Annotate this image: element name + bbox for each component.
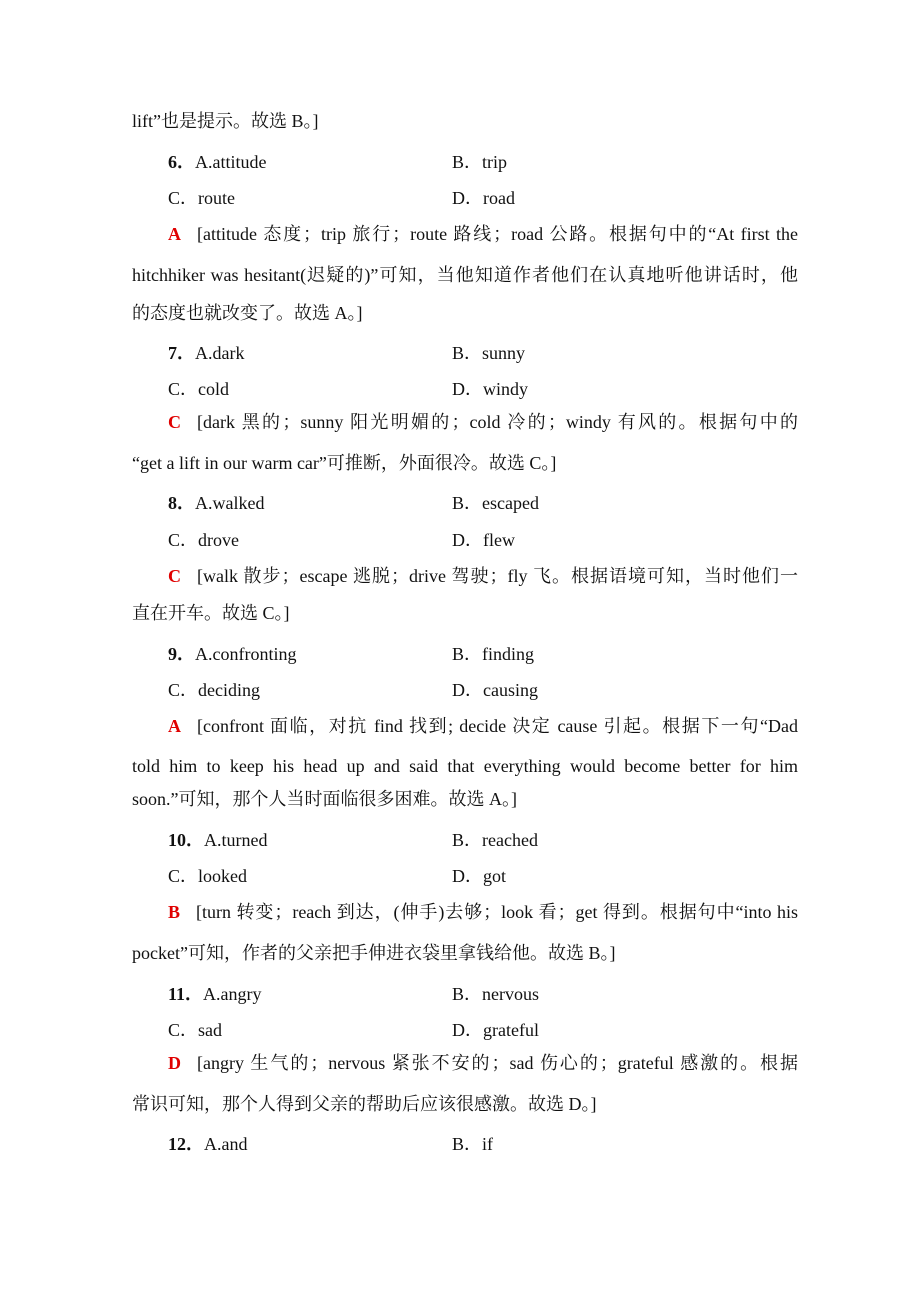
question-6-option-a: [168, 150, 266, 174]
question-number: 12．: [168, 1134, 204, 1154]
answer-letter: A: [168, 224, 181, 244]
question-9-explanation-line: [168, 714, 798, 738]
question-10-option-c: C．looked: [168, 866, 247, 886]
question-number: 11．: [168, 984, 204, 1004]
question-6-option-d: D．road: [452, 188, 515, 208]
question-number: 6．: [168, 152, 195, 172]
question-9-option-b: B．finding: [452, 644, 535, 664]
question-7-option-a: [168, 341, 244, 365]
option-a: A.walked: [195, 493, 265, 513]
question-7-option-c: C．cold: [168, 379, 229, 399]
explanation-text: [confront 面临，对抗 find 找到; decide 决定 cause 引起。根据下一句“Dad: [197, 716, 798, 736]
question-10-option-d: D．got: [452, 866, 506, 886]
explanation-text: [angry 生气的；nervous 紧张不安的；sad 伤心的；grateful 感激的。根据: [197, 1053, 798, 1073]
question-7-option-b: B．sunny: [452, 343, 526, 363]
option-a: A.attitude: [195, 152, 267, 172]
question-7-option-d: D．windy: [452, 379, 528, 399]
question-6-explanation-line: hitchhiker was hesitant(迟疑的)”可知，当他知道作者他们在认真地听他讲话时，他: [132, 265, 798, 285]
question-7-explanation-line: “get a lift in our warm car”可推断，外面很冷。故选 C。]: [132, 453, 557, 473]
explanation-text: [attitude 态度；trip 旅行；route 路线；road 公路。根据句中的“At first the: [197, 224, 798, 244]
question-12-option-b: B．if: [452, 1134, 494, 1154]
question-number: 10．: [168, 830, 204, 850]
answer-letter: B: [168, 902, 181, 922]
question-6-option-b: B．trip: [452, 152, 508, 172]
question-11-option-a: [168, 982, 262, 1006]
explanation-text: [dark 黑的；sunny 阳光明媚的；cold 冷的；windy 有风的。根据句中的: [197, 412, 798, 432]
intro-line: lift”也是提示。故选 B。]: [132, 111, 319, 131]
answer-letter: C: [168, 566, 181, 586]
question-9-option-a: [168, 642, 296, 666]
option-a: A.and: [204, 1134, 248, 1154]
question-7-explanation-line: [168, 410, 798, 434]
question-9-explanation-line: soon.”可知，那个人当时面临很多困难。故选 A。]: [132, 789, 517, 809]
option-a: A.turned: [204, 830, 268, 850]
answer-letter: C: [168, 412, 181, 432]
option-a: A.angry: [203, 984, 262, 1004]
question-11-explanation-line: 常识可知，那个人得到父亲的帮助后应该很感激。故选 D。]: [132, 1094, 597, 1114]
question-8-explanation-line: [168, 564, 798, 588]
question-number: 7．: [168, 343, 195, 363]
explanation-text: [turn 转变；reach 到达，(伸手)去够；look 看；get 得到。根据句中“into his: [196, 902, 798, 922]
question-10-explanation-line: [168, 900, 798, 924]
question-12-option-a: [168, 1132, 248, 1156]
question-number: 9．: [168, 644, 195, 664]
answer-letter: A: [168, 716, 181, 736]
question-6-explanation-line: [168, 222, 798, 246]
question-11-option-c: C．sad: [168, 1020, 222, 1040]
question-11-explanation-line: [168, 1051, 798, 1075]
question-10-option-b: B．reached: [452, 830, 538, 850]
question-8-option-a: [168, 491, 264, 515]
question-10-option-a: [168, 828, 267, 852]
question-8-option-c: C．drove: [168, 530, 239, 550]
option-a: A.confronting: [195, 644, 297, 664]
question-11-option-d: D．grateful: [452, 1020, 539, 1040]
question-9-option-c: C．deciding: [168, 680, 260, 700]
question-10-explanation-line: pocket”可知，作者的父亲把手伸进衣袋里拿钱给他。故选 B。]: [132, 943, 616, 963]
question-6-explanation-line: 的态度也就改变了。故选 A。]: [132, 303, 363, 323]
question-8-option-d: D．flew: [452, 530, 515, 550]
option-a: A.dark: [195, 343, 245, 363]
question-9-explanation-line: told him to keep his head up and said that everything would become better for him: [132, 756, 798, 776]
question-8-explanation-line: 直在开车。故选 C。]: [132, 603, 290, 623]
question-11-option-b: B．nervous: [452, 984, 539, 1004]
question-8-option-b: B．escaped: [452, 493, 539, 513]
question-6-option-c: C．route: [168, 188, 235, 208]
question-number: 8．: [168, 493, 195, 513]
answer-letter: D: [168, 1053, 181, 1073]
question-9-option-d: D．causing: [452, 680, 538, 700]
explanation-text: [walk 散步；escape 逃脱；drive 驾驶；fly 飞。根据语境可知，当时他们一: [197, 566, 798, 586]
